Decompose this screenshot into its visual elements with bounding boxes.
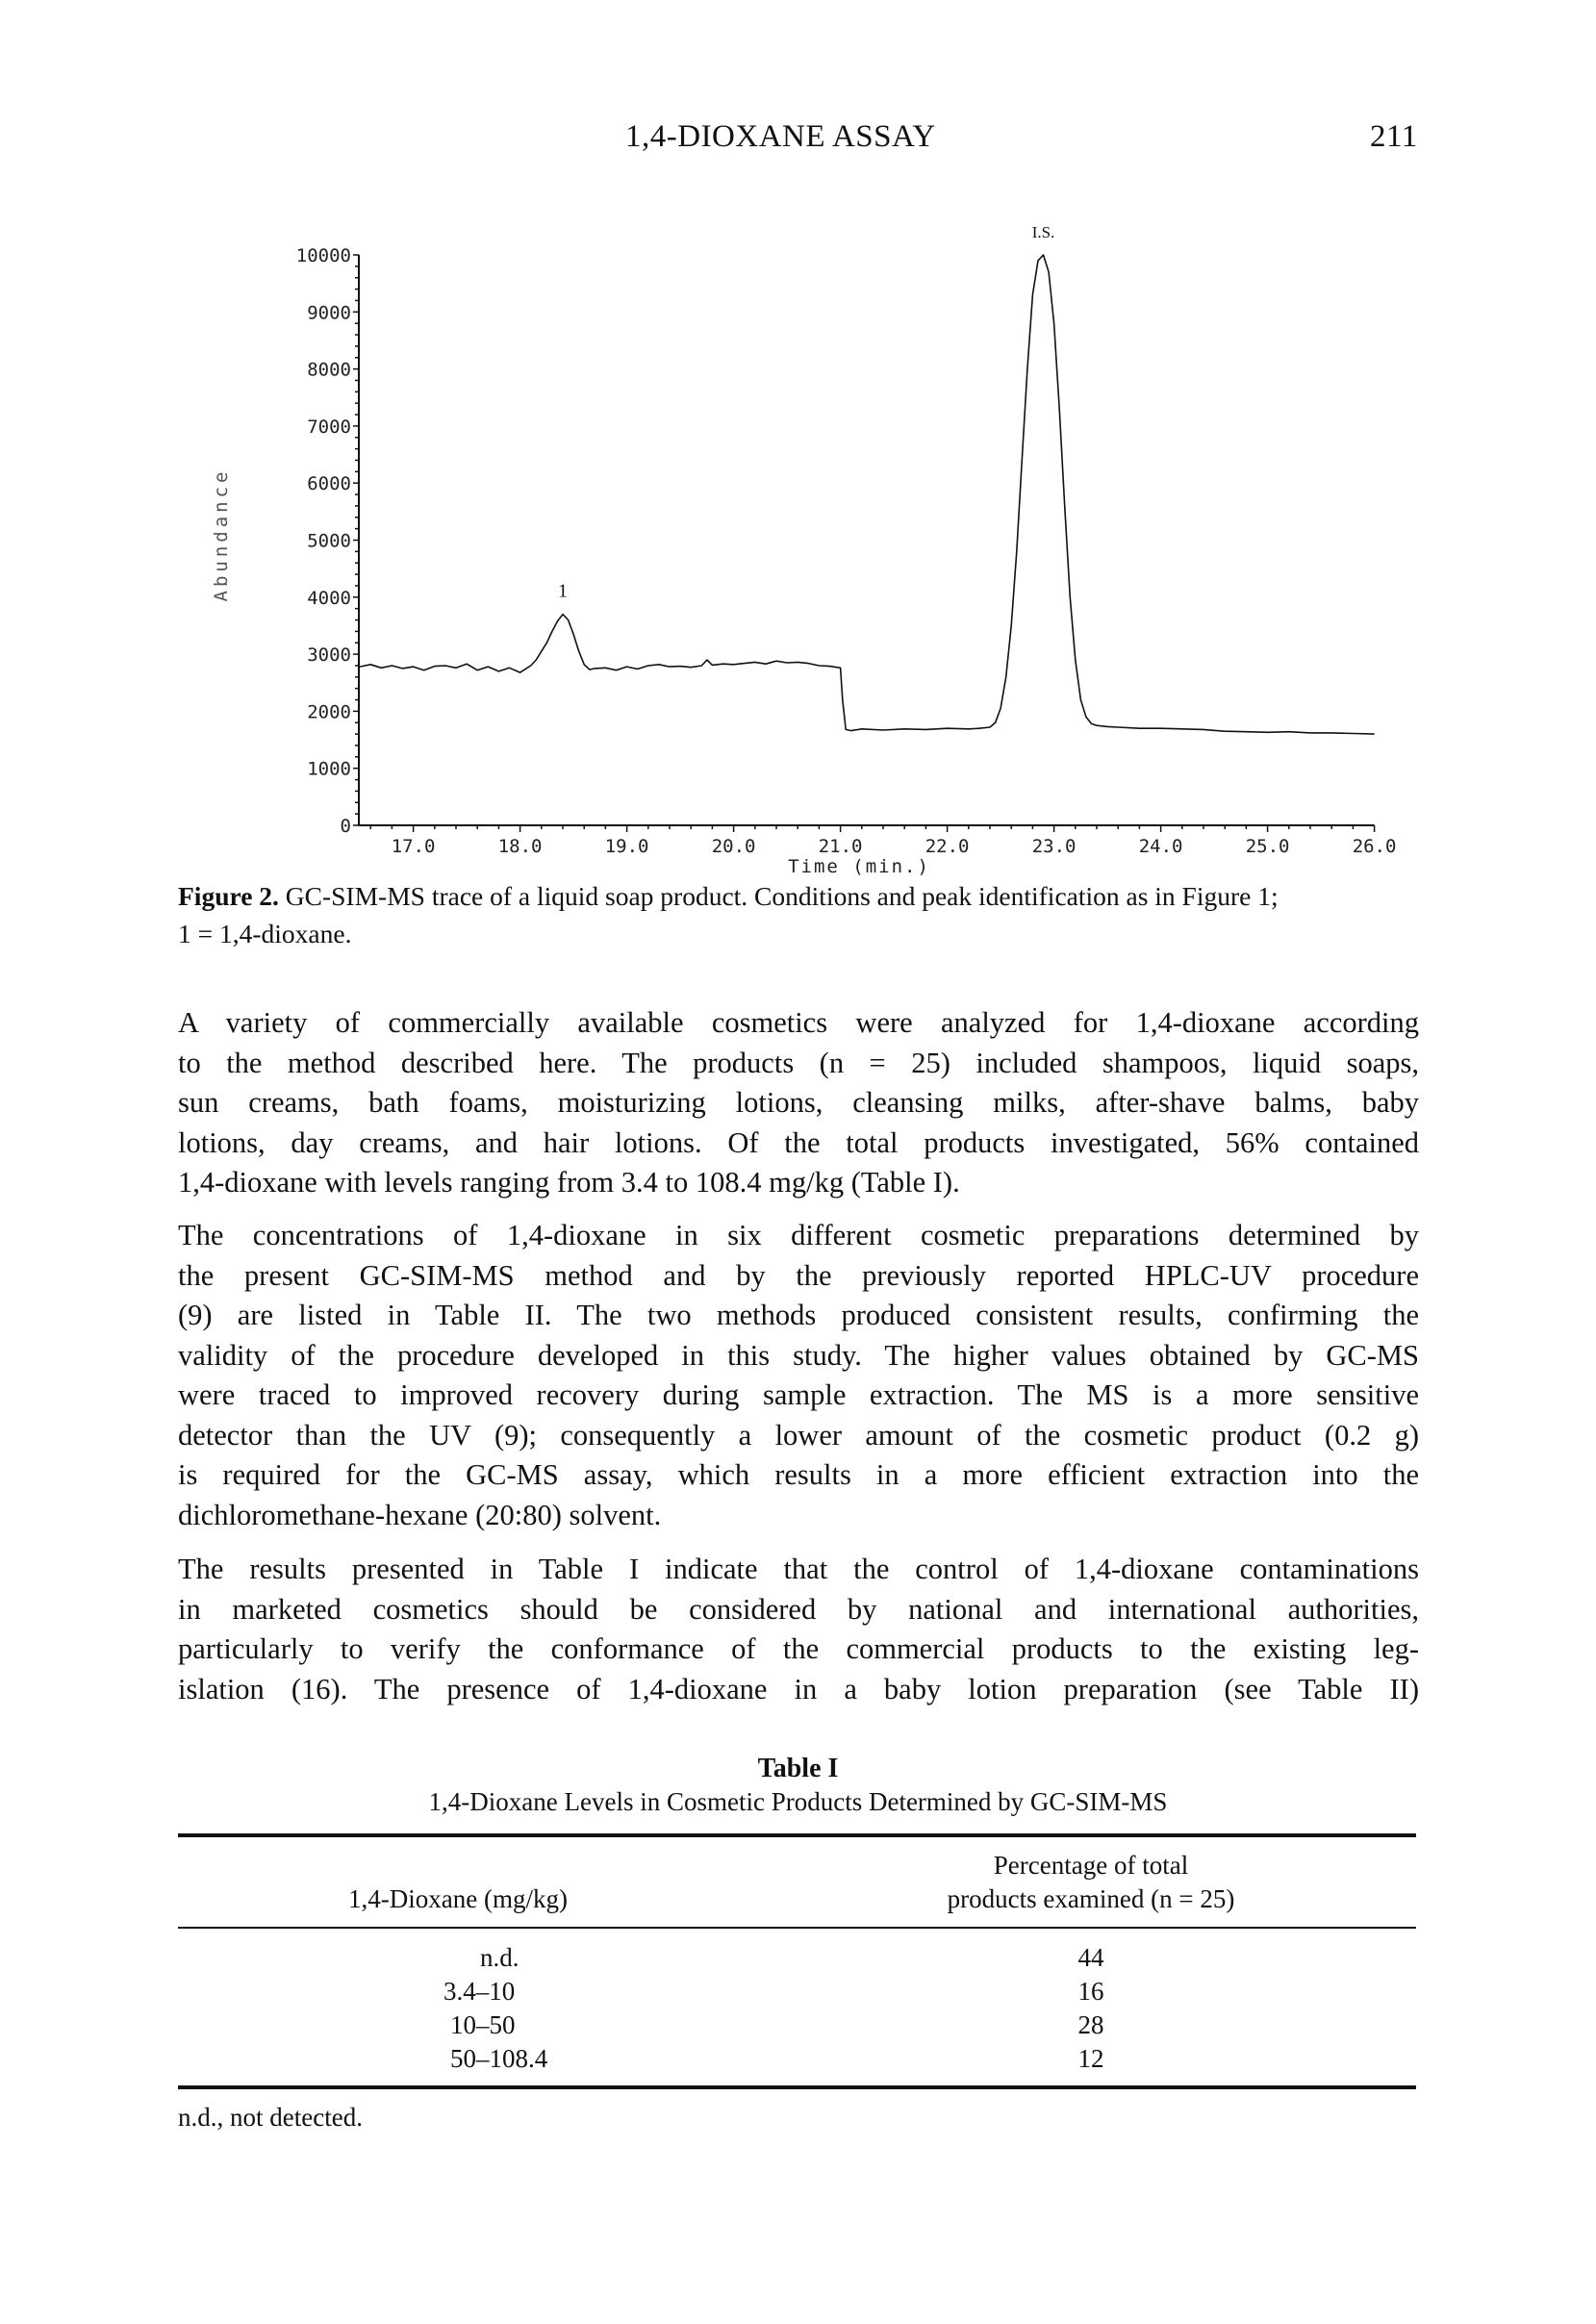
- x-tick-label: 25.0: [1245, 836, 1290, 857]
- table-cell-range: 50–108.4: [450, 2044, 548, 2073]
- text-line: (9) are listed in Table II. The two methods produced consistent results, confirming the: [178, 1299, 1419, 1331]
- text-line: 1,4-dioxane with levels ranging from 3.4 to 108.4 mg/kg (Table I).: [178, 1166, 960, 1199]
- figure-caption: [178, 877, 1419, 952]
- y-tick-label: 2000: [307, 701, 351, 723]
- col2-header-line1: Percentage of total: [993, 1851, 1189, 1880]
- table-cell-percent: 16: [1077, 1977, 1104, 2006]
- caption-text-2: 1 = 1,4-dioxane.: [178, 919, 352, 948]
- col1-header: 1,4-Dioxane (mg/kg): [348, 1884, 568, 1913]
- caption-text: GC-SIM-MS trace of a liquid soap product. Conditions and peak identification as in Figure 1;: [285, 881, 1279, 911]
- text-line: validity of the procedure developed in this study. The higher values obtained by GC-MS: [178, 1338, 1419, 1372]
- x-tick-label: 21.0: [818, 836, 863, 857]
- text-line: is required for the GC-MS assay, which results in a more efficient extraction into the: [178, 1458, 1419, 1491]
- table-title: 1,4-Dioxane Levels in Cosmetic Products Determined by GC-SIM-MS: [428, 1787, 1168, 1816]
- x-tick-label: 26.0: [1352, 836, 1397, 857]
- table-top-rule: [178, 1833, 1416, 1837]
- x-tick-label: 23.0: [1031, 836, 1077, 857]
- y-tick-label: 6000: [307, 473, 351, 495]
- trace-line: [360, 255, 1375, 734]
- y-tick-label: 7000: [307, 416, 351, 438]
- y-tick-label: 4000: [307, 587, 351, 609]
- text-line: lotions, day creams, and hair lotions. Of the total products investigated, 56% contained: [178, 1125, 1419, 1159]
- table-cell-range: 10–50: [450, 2010, 516, 2039]
- table-cell-percent: 12: [1077, 2044, 1104, 2073]
- peak-label: 1: [558, 580, 569, 602]
- x-tick-label: 20.0: [711, 836, 756, 857]
- table-header-rule: [178, 1927, 1416, 1929]
- table-cell-range: n.d.: [480, 1943, 519, 1972]
- y-tick-label: 0: [340, 816, 351, 837]
- y-tick-label: 8000: [307, 359, 351, 381]
- table-footnote: n.d., not detected.: [178, 2103, 363, 2132]
- y-axis-label: Abundance: [211, 467, 232, 602]
- table-label: Table I: [757, 1754, 839, 1783]
- y-tick-label: 1000: [307, 758, 351, 780]
- text-line: dichloromethane-hexane (20:80) solvent.: [178, 1498, 662, 1531]
- gc-sim-ms-chart: [0, 0, 1596, 895]
- y-tick-label: 9000: [307, 302, 351, 324]
- x-tick-label: 17.0: [391, 836, 436, 857]
- col2-header-line2: products examined (n = 25): [947, 1884, 1235, 1913]
- x-axis-label: Time (min.): [788, 856, 930, 877]
- page-number: 211: [1370, 119, 1418, 154]
- text-line: in marketed cosmetics should be considered by national and international authorities,: [178, 1592, 1419, 1626]
- y-tick-label: 5000: [307, 530, 351, 552]
- text-line: detector than the UV (9); consequently a lower amount of the cosmetic product (0.2 g): [178, 1418, 1419, 1452]
- x-tick-label: 22.0: [925, 836, 970, 857]
- figure-label: Figure 2.: [178, 881, 279, 911]
- text-line: were traced to improved recovery during sample extraction. The MS is a more sensitive: [178, 1378, 1419, 1411]
- x-tick-label: 18.0: [497, 836, 543, 857]
- text-line: particularly to verify the conformance of the commercial products to the existing leg-: [178, 1632, 1419, 1665]
- text-line: The concentrations of 1,4-dioxane in six different cosmetic preparations determined by: [178, 1219, 1419, 1251]
- y-tick-label: 3000: [307, 644, 351, 667]
- table-cell-percent: 28: [1077, 2010, 1104, 2039]
- text-line: The results presented in Table I indicate that the control of 1,4-dioxane contaminations: [178, 1553, 1419, 1585]
- text-line: islation (16). The presence of 1,4-dioxane in a baby lotion preparation (see Table II): [178, 1672, 1419, 1705]
- table-bottom-rule: [178, 2085, 1416, 2089]
- text-line: sun creams, bath foams, moisturizing lotions, cleansing milks, after-shave balms, baby: [178, 1086, 1419, 1119]
- peak-label: I.S.: [1031, 223, 1055, 241]
- table-cell-range: 3.4–10: [443, 1977, 516, 2006]
- x-tick-label: 19.0: [604, 836, 649, 857]
- x-tick-label: 24.0: [1138, 836, 1183, 857]
- y-tick-label: 10000: [295, 245, 351, 266]
- table-cell-percent: 44: [1077, 1943, 1104, 1972]
- text-line: to the method described here. The products (n = 25) included shampoos, liquid soaps,: [178, 1046, 1419, 1079]
- running-title: 1,4-DIOXANE ASSAY: [625, 119, 936, 154]
- text-line: the present GC-SIM-MS method and by the previously reported HPLC-UV procedure: [178, 1258, 1419, 1292]
- text-line: A variety of commercially available cosmetics were analyzed for 1,4-dioxane according: [178, 1006, 1419, 1039]
